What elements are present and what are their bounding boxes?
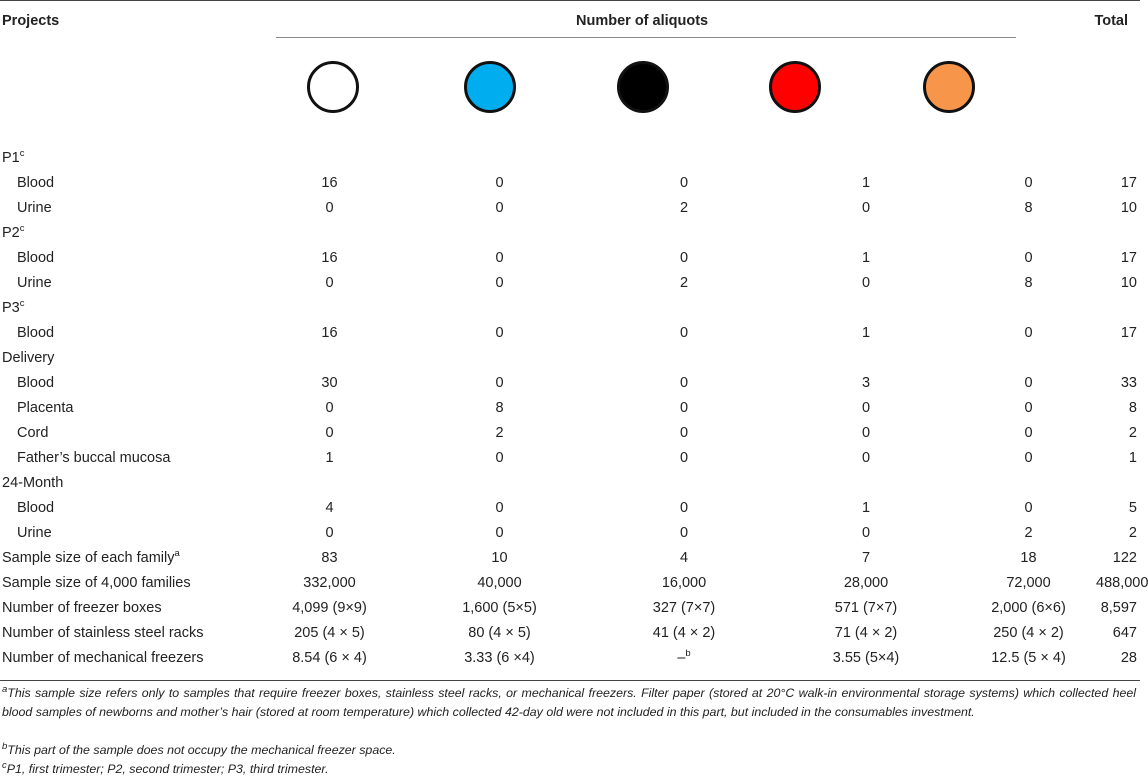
row-label <box>0 546 257 571</box>
row-label <box>0 246 257 271</box>
aliquot-cell <box>257 446 402 471</box>
cell-value: 4,099 (9×9) <box>292 600 367 616</box>
aliquot-cell <box>402 396 597 421</box>
blue-circle-icon <box>464 61 516 113</box>
aliquot-cell <box>961 471 1096 496</box>
row-label <box>0 171 257 196</box>
total-cell: 122 <box>1112 550 1137 566</box>
aliquot-cell <box>402 221 597 246</box>
aliquot-cell <box>771 196 961 221</box>
cell-value: 8.54 (6 × 4) <box>292 650 367 666</box>
cell-value: 0 <box>325 400 334 416</box>
footnote-mark: a <box>174 548 180 560</box>
table-row <box>0 496 1140 521</box>
cell-value: 80 (4 × 5) <box>468 625 531 641</box>
cell-value: 0 <box>861 450 871 466</box>
total-cell: 17 <box>1120 175 1137 191</box>
total-cell <box>1096 221 1140 246</box>
bottom-rule <box>0 680 1140 681</box>
cell-value: 0 <box>679 450 689 466</box>
group-row <box>0 221 1140 246</box>
row-label-text: P3 <box>2 300 20 316</box>
table-row <box>0 621 1140 646</box>
aliquot-cell <box>961 221 1096 246</box>
aliquots-header-rule <box>276 37 1016 38</box>
total-cell: 10 <box>1120 200 1137 216</box>
cell-value: 571 (7×7) <box>834 600 898 616</box>
table-row <box>0 571 1140 596</box>
aliquot-cell <box>257 621 402 646</box>
aliquot-cell <box>402 246 597 271</box>
cell-value: 0 <box>679 375 689 391</box>
table-row <box>0 546 1140 571</box>
row-label-text: Blood <box>17 375 55 391</box>
cell-value: 2 <box>1024 525 1033 541</box>
cell-value: 2 <box>495 425 504 441</box>
row-label <box>0 446 257 471</box>
aliquot-cell <box>257 271 402 296</box>
footnote-a <box>2 684 1136 722</box>
cell-value: 0 <box>861 275 871 291</box>
aliquot-cell <box>402 471 597 496</box>
row-label <box>0 196 257 221</box>
aliquot-cell <box>257 521 402 546</box>
aliquot-cell <box>771 346 961 371</box>
cell-value: 0 <box>679 500 689 516</box>
row-label-text: Number of freezer boxes <box>2 600 162 616</box>
cell-value: 16 <box>321 250 338 266</box>
total-cell: 5 <box>1128 500 1137 516</box>
aliquot-cell <box>402 446 597 471</box>
cell-value: 0 <box>1024 175 1033 191</box>
group-row <box>0 346 1140 371</box>
row-label <box>0 396 257 421</box>
cell-value: 0 <box>495 250 504 266</box>
cell-value: 71 (4 × 2) <box>834 625 898 641</box>
cell-value: 1 <box>861 250 871 266</box>
cell-value: 16,000 <box>661 575 707 591</box>
cell-value: 0 <box>495 275 504 291</box>
cell-value: 0 <box>679 400 689 416</box>
table-row <box>0 421 1140 446</box>
cell-value: 30 <box>321 375 338 391</box>
row-label-text: Number of mechanical freezers <box>2 650 204 666</box>
aliquot-cell <box>597 421 771 446</box>
cell-value: 7 <box>861 550 871 566</box>
cell-value: 12.5 (5 × 4) <box>991 650 1066 666</box>
aliquot-cell <box>961 171 1096 196</box>
cell-value: 0 <box>861 425 871 441</box>
aliquot-cell <box>597 296 771 321</box>
cell-value: 0 <box>495 450 504 466</box>
total-cell: 1 <box>1128 450 1137 466</box>
aliquot-cell <box>402 496 597 521</box>
aliquot-cell <box>597 246 771 271</box>
total-cell: 647 <box>1112 625 1137 641</box>
aliquot-cell <box>597 546 771 571</box>
cell-value: 3 <box>861 375 871 391</box>
row-label-text: Delivery <box>2 350 55 366</box>
aliquot-cell <box>597 521 771 546</box>
aliquot-cell <box>597 146 771 171</box>
aliquot-cell <box>597 346 771 371</box>
aliquot-cell <box>257 296 402 321</box>
aliquot-cell <box>257 596 402 621</box>
row-label <box>0 146 257 171</box>
cell-value: 8 <box>495 400 504 416</box>
aliquot-cell <box>771 146 961 171</box>
cell-value: 0 <box>1024 250 1033 266</box>
aliquot-table <box>0 146 1148 671</box>
cell-value: 0 <box>679 425 689 441</box>
cell-value: 0 <box>679 175 689 191</box>
aliquot-cell <box>257 571 402 596</box>
cell-value: 8 <box>1024 275 1033 291</box>
projects-header: Projects <box>2 13 60 29</box>
row-label <box>0 521 257 546</box>
aliquot-cell <box>771 596 961 621</box>
table-row <box>0 596 1140 621</box>
row-label-text: Blood <box>17 250 55 266</box>
total-cell: 17 <box>1120 250 1137 266</box>
aliquot-cell <box>961 446 1096 471</box>
cell-value: 0 <box>495 500 504 516</box>
aliquot-cell <box>257 221 402 246</box>
table-row <box>0 646 1140 671</box>
total-cell <box>1096 296 1140 321</box>
total-cell: 33 <box>1120 375 1137 391</box>
aliquot-cell <box>257 196 402 221</box>
cell-value: 2 <box>679 275 689 291</box>
table-body <box>0 146 1148 671</box>
aliquot-cell <box>771 571 961 596</box>
total-cell: 10 <box>1120 275 1137 291</box>
aliquot-cell <box>402 571 597 596</box>
row-label <box>0 471 257 496</box>
aliquot-cell <box>597 321 771 346</box>
aliquot-cell <box>961 646 1096 671</box>
cell-value: 0 <box>1024 500 1033 516</box>
aliquot-cell <box>597 471 771 496</box>
cell-value: 0 <box>495 525 504 541</box>
cell-value: 4 <box>325 500 334 516</box>
footnote-b <box>2 741 1136 760</box>
aliquot-cell <box>597 196 771 221</box>
cell-value: 0 <box>495 325 504 341</box>
aliquot-cell <box>961 621 1096 646</box>
cell-value: 0 <box>325 525 334 541</box>
aliquot-cell <box>771 171 961 196</box>
cell-value: 2 <box>679 200 689 216</box>
total-cell: 28 <box>1120 650 1137 666</box>
cell-value: 327 (7×7) <box>652 600 716 616</box>
aliquot-cell <box>257 421 402 446</box>
cell-value: 0 <box>1024 400 1033 416</box>
aliquot-cell <box>402 546 597 571</box>
aliquot-cell <box>257 496 402 521</box>
footnote-text: This part of the sample does not occupy the mechanical freezer space. <box>7 743 396 757</box>
aliquot-cell <box>597 621 771 646</box>
footnote-mark: c <box>19 223 25 235</box>
cell-value: 250 (4 × 2) <box>993 625 1064 641</box>
cell-value: 2,000 (6×6) <box>991 600 1066 616</box>
aliquot-cell <box>961 546 1096 571</box>
row-label <box>0 646 257 671</box>
cell-value: 0 <box>495 200 504 216</box>
cell-value: 3.33 (6 ×4) <box>464 650 535 666</box>
cell-value: 0 <box>325 425 334 441</box>
aliquot-cell <box>961 596 1096 621</box>
aliquot-cell <box>771 421 961 446</box>
cell-value: 0 <box>861 525 871 541</box>
row-label-text: Urine <box>17 275 52 291</box>
cell-value: 72,000 <box>1006 575 1051 591</box>
aliquot-cell <box>597 496 771 521</box>
aliquot-cell <box>597 646 771 671</box>
row-label-text: Urine <box>17 525 52 541</box>
row-label-text: Cord <box>17 425 49 441</box>
cell-value: 28,000 <box>843 575 889 591</box>
row-label <box>0 596 257 621</box>
aliquot-cell <box>402 321 597 346</box>
aliquot-cell <box>597 171 771 196</box>
row-label-text: Blood <box>17 175 55 191</box>
aliquot-cell <box>597 221 771 246</box>
footnote-mark: c <box>19 298 25 310</box>
aliquot-cell <box>257 171 402 196</box>
aliquot-cell <box>402 596 597 621</box>
row-label-text: Number of stainless steel racks <box>2 625 204 641</box>
total-cell: 2 <box>1128 425 1137 441</box>
table-row <box>0 321 1140 346</box>
aliquot-cell <box>257 546 402 571</box>
cell-value: 332,000 <box>303 575 356 591</box>
aliquot-cell <box>257 321 402 346</box>
aliquot-cell <box>771 296 961 321</box>
aliquot-cell <box>597 371 771 396</box>
footnote-mark: c <box>19 148 25 160</box>
group-row <box>0 146 1140 171</box>
aliquot-cell <box>257 471 402 496</box>
aliquot-cell <box>402 296 597 321</box>
cell-value: 0 <box>325 200 334 216</box>
row-label <box>0 321 257 346</box>
total-cell <box>1096 471 1140 496</box>
aliquots-header: Number of aliquots <box>576 13 709 29</box>
aliquot-cell <box>257 646 402 671</box>
row-label <box>0 271 257 296</box>
aliquot-cell <box>961 421 1096 446</box>
aliquot-cell <box>961 246 1096 271</box>
table-row <box>0 246 1140 271</box>
aliquot-cell <box>771 446 961 471</box>
aliquot-cell <box>402 196 597 221</box>
aliquot-cell <box>771 496 961 521</box>
cell-value: 1,600 (5×5) <box>462 600 537 616</box>
cell-value: 0 <box>679 250 689 266</box>
cell-value: 16 <box>321 325 338 341</box>
cell-value: 0 <box>679 325 689 341</box>
cell-value: 0 <box>1024 425 1033 441</box>
cell-value: 8 <box>1024 200 1033 216</box>
row-label-text: Blood <box>17 500 55 516</box>
aliquot-cell <box>961 321 1096 346</box>
cell-value: 1 <box>861 325 871 341</box>
aliquot-cell <box>257 146 402 171</box>
cell-value: 18 <box>1020 550 1037 566</box>
footnote-mark: b <box>2 740 8 752</box>
aliquot-cell <box>771 221 961 246</box>
row-label-text: Sample size of each family <box>2 550 175 566</box>
cell-value: 0 <box>861 400 871 416</box>
aliquot-cell <box>771 271 961 296</box>
aliquot-cell <box>961 521 1096 546</box>
red-circle-icon <box>769 61 821 113</box>
cell-value: 3.55 (5×4) <box>832 650 900 666</box>
cell-value: 0 <box>679 525 689 541</box>
cell-value: 0 <box>325 275 334 291</box>
aliquot-cell <box>771 621 961 646</box>
row-label-text: Blood <box>17 325 55 341</box>
group-row <box>0 471 1140 496</box>
aliquot-cell <box>961 496 1096 521</box>
aliquot-cell <box>771 646 961 671</box>
aliquot-cell <box>597 446 771 471</box>
aliquot-cell <box>771 521 961 546</box>
aliquot-cell <box>597 396 771 421</box>
group-row <box>0 296 1140 321</box>
footnote-text: This sample size refers only to samples that require freezer boxes, stainless steel racks, or mechanical freezers. Filter paper (stored at 20°C walk-in environmental storage systems) which collected heel blood samples of newborns and mother’s hair (stored at room temperature) which collected 42-day old were not included in this part, but included in the consumables investment. <box>2 686 1136 719</box>
top-rule <box>0 0 1140 1</box>
aliquot-cell <box>961 196 1096 221</box>
row-label-text: 24-Month <box>2 475 64 491</box>
table-row <box>0 271 1140 296</box>
row-label-text: P1 <box>2 150 20 166</box>
aliquot-cell <box>961 146 1096 171</box>
footnote-mark: b <box>685 648 691 660</box>
aliquot-cell <box>961 346 1096 371</box>
cell-value: – <box>677 650 686 666</box>
cell-value: 4 <box>679 550 689 566</box>
aliquot-cell <box>402 421 597 446</box>
cell-value: 0 <box>495 375 504 391</box>
table-row <box>0 521 1140 546</box>
cell-value: 1 <box>861 175 871 191</box>
row-label-text: Sample size of 4,000 families <box>2 575 191 591</box>
cell-value: 1 <box>325 450 334 466</box>
row-label <box>0 421 257 446</box>
footnote-c <box>2 760 1136 779</box>
cell-value: 0 <box>1024 325 1033 341</box>
cell-value: 0 <box>1024 450 1033 466</box>
white-circle-icon <box>307 61 359 113</box>
black-circle-icon <box>617 61 669 113</box>
row-label-text: P2 <box>2 225 20 241</box>
table-row <box>0 396 1140 421</box>
aliquot-cell <box>771 246 961 271</box>
cell-value: 0 <box>861 200 871 216</box>
cell-value: 41 (4 × 2) <box>652 625 716 641</box>
footnote-mark: a <box>2 683 8 695</box>
row-label <box>0 571 257 596</box>
aliquot-cell <box>402 346 597 371</box>
table-row <box>0 446 1140 471</box>
aliquot-cell <box>402 146 597 171</box>
aliquot-cell <box>402 521 597 546</box>
aliquot-cell <box>402 646 597 671</box>
row-label <box>0 346 257 371</box>
footnote-text: P1, first trimester; P2, second trimester; P3, third trimester. <box>6 762 329 776</box>
row-label <box>0 221 257 246</box>
aliquot-cell <box>961 296 1096 321</box>
cell-value: 16 <box>321 175 338 191</box>
aliquot-cell <box>771 546 961 571</box>
footnote-mark: c <box>2 759 7 771</box>
row-label-text: Placenta <box>17 400 74 416</box>
total-cell <box>1096 146 1140 171</box>
aliquot-cell <box>257 371 402 396</box>
aliquot-cell <box>402 171 597 196</box>
aliquot-cell <box>402 371 597 396</box>
cell-value: 0 <box>495 175 504 191</box>
aliquot-cell <box>597 271 771 296</box>
table-row <box>0 371 1140 396</box>
row-label <box>0 371 257 396</box>
row-label <box>0 296 257 321</box>
cell-value: 83 <box>321 550 338 566</box>
total-cell <box>1096 346 1140 371</box>
row-label-text: Father’s buccal mucosa <box>17 450 171 466</box>
aliquot-cell <box>597 571 771 596</box>
row-label <box>0 621 257 646</box>
aliquot-cell <box>771 471 961 496</box>
cell-value: 10 <box>491 550 508 566</box>
aliquot-cell <box>771 396 961 421</box>
aliquot-cell <box>771 371 961 396</box>
aliquot-cell <box>402 271 597 296</box>
table-row <box>0 196 1140 221</box>
table-row <box>0 171 1140 196</box>
orange-circle-icon <box>923 61 975 113</box>
cell-value: 1 <box>861 500 871 516</box>
aliquot-cell <box>961 371 1096 396</box>
cell-value: 40,000 <box>477 575 522 591</box>
aliquot-cell <box>961 571 1096 596</box>
cell-value: 0 <box>1024 375 1033 391</box>
aliquot-cell <box>402 621 597 646</box>
aliquot-cell <box>961 396 1096 421</box>
aliquot-cell <box>257 246 402 271</box>
row-label <box>0 496 257 521</box>
row-label-text: Urine <box>17 200 52 216</box>
total-header: Total <box>1094 13 1128 29</box>
total-cell: 8 <box>1128 400 1137 416</box>
aliquot-cell <box>961 271 1096 296</box>
total-cell: 17 <box>1120 325 1137 341</box>
total-cell: 488,000 <box>1096 575 1148 591</box>
cell-value: 205 (4 × 5) <box>294 625 365 641</box>
aliquot-cell <box>257 346 402 371</box>
aliquot-cell <box>771 321 961 346</box>
total-cell: 2 <box>1128 525 1137 541</box>
total-cell: 8,597 <box>1100 600 1137 616</box>
aliquot-cell <box>257 396 402 421</box>
aliquot-cell <box>597 596 771 621</box>
